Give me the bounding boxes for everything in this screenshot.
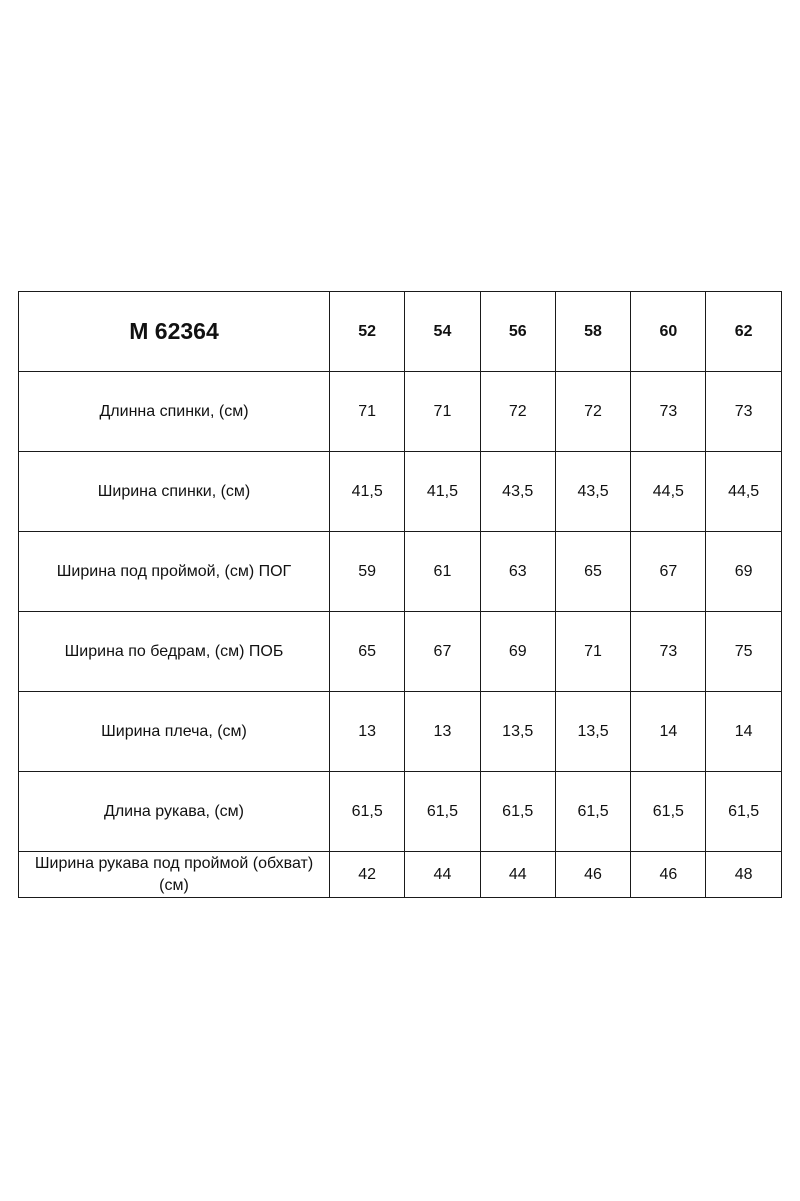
table-cell: 14 [706, 692, 781, 772]
param-label: Ширина рукава под проймой (обхват) (см) [19, 852, 330, 898]
table-cell: 43,5 [480, 452, 555, 532]
table-cell: 13,5 [555, 692, 630, 772]
param-label: Ширина по бедрам, (см) ПОБ [19, 612, 330, 692]
size-header: 58 [555, 292, 630, 372]
table-cell: 61,5 [405, 772, 480, 852]
table-cell: 46 [631, 852, 706, 898]
size-chart-table [18, 291, 782, 898]
table-row [19, 532, 782, 612]
table-cell: 75 [706, 612, 781, 692]
table-cell: 73 [631, 612, 706, 692]
table-cell: 43,5 [555, 452, 630, 532]
table-cell: 48 [706, 852, 781, 898]
table-cell: 69 [706, 532, 781, 612]
table-row [19, 692, 782, 772]
table-row [19, 372, 782, 452]
header-row [19, 292, 782, 372]
table-row [19, 452, 782, 532]
param-label: Длинна спинки, (см) [19, 372, 330, 452]
size-header: 60 [631, 292, 706, 372]
table-cell: 72 [555, 372, 630, 452]
table-cell: 61 [405, 532, 480, 612]
table-cell: 41,5 [405, 452, 480, 532]
model-name: М 62364 [19, 292, 330, 372]
table-cell: 44 [480, 852, 555, 898]
table-cell: 72 [480, 372, 555, 452]
table-cell: 61,5 [706, 772, 781, 852]
table-cell: 69 [480, 612, 555, 692]
table-cell: 61,5 [555, 772, 630, 852]
size-header: 54 [405, 292, 480, 372]
table-cell: 44,5 [706, 452, 781, 532]
table-cell: 13 [405, 692, 480, 772]
param-label: Длина рукава, (см) [19, 772, 330, 852]
table-cell: 59 [330, 532, 405, 612]
table-cell: 67 [405, 612, 480, 692]
table-cell: 41,5 [330, 452, 405, 532]
table-row [19, 852, 782, 898]
table-cell: 65 [330, 612, 405, 692]
size-header: 62 [706, 292, 781, 372]
table-cell: 14 [631, 692, 706, 772]
table-cell: 44 [405, 852, 480, 898]
table-cell: 61,5 [631, 772, 706, 852]
table-row [19, 772, 782, 852]
table-cell: 13 [330, 692, 405, 772]
table-cell: 61,5 [330, 772, 405, 852]
table-cell: 73 [706, 372, 781, 452]
param-label: Ширина плеча, (см) [19, 692, 330, 772]
table-cell: 71 [555, 612, 630, 692]
table-cell: 42 [330, 852, 405, 898]
size-header: 56 [480, 292, 555, 372]
table-cell: 65 [555, 532, 630, 612]
table-cell: 44,5 [631, 452, 706, 532]
table-cell: 71 [405, 372, 480, 452]
table-cell: 46 [555, 852, 630, 898]
table-cell: 13,5 [480, 692, 555, 772]
param-label: Ширина под проймой, (см) ПОГ [19, 532, 330, 612]
table-cell: 73 [631, 372, 706, 452]
table-row [19, 612, 782, 692]
table-cell: 67 [631, 532, 706, 612]
table-cell: 61,5 [480, 772, 555, 852]
table-cell: 71 [330, 372, 405, 452]
table-cell: 63 [480, 532, 555, 612]
size-header: 52 [330, 292, 405, 372]
param-label: Ширина спинки, (см) [19, 452, 330, 532]
